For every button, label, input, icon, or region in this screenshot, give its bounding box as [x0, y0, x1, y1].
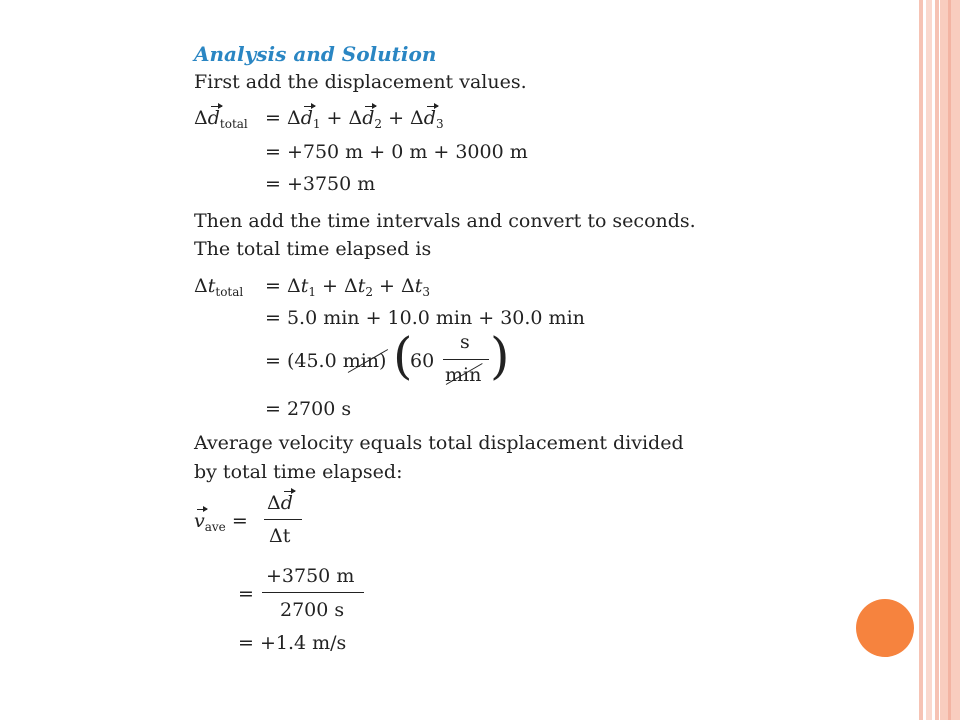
instruction-text: The total time elapsed is: [194, 238, 432, 260]
instruction-text: Average velocity equals total displacement divided: [194, 432, 684, 454]
time-conversion: = (45.0 min): [265, 350, 387, 372]
instruction-text: Then add the time intervals and convert to seconds.: [194, 210, 696, 232]
displacement-sum: = $\Delta d_1 + \Delta d_2 + \Delta d_3$: [265, 107, 444, 131]
section-heading: Analysis and Solution: [194, 42, 437, 66]
fraction-numerator: Δd: [267, 492, 293, 514]
time-result: = 2700 s: [265, 398, 352, 420]
open-paren: (: [393, 327, 413, 385]
fraction-bar: [443, 359, 489, 360]
decorative-stripe: [948, 0, 951, 720]
fraction-denominator: min: [445, 364, 482, 386]
conversion-factor: 60: [410, 350, 435, 372]
instruction-text: by total time elapsed:: [194, 461, 403, 483]
displacement-total-lhs: $\Delta d_{total}$: [194, 107, 248, 131]
time-total-lhs: $\Delta t_{total}$: [194, 275, 244, 299]
instruction-text: First add the displacement values.: [194, 71, 527, 93]
time-values: = 5.0 min + 10.0 min + 30.0 min: [265, 307, 585, 329]
velocity-lhs: $v_{ave}$ =: [194, 510, 248, 534]
fraction-numerator: s: [460, 331, 470, 353]
fraction-denominator: Δt: [269, 525, 291, 547]
velocity-value-fraction: [262, 567, 364, 623]
time-sum: = $\Delta t_1 + \Delta t_2 + \Delta t_3$: [265, 275, 430, 299]
decorative-stripe: [919, 0, 923, 720]
displacement-values: = +750 m + 0 m + 3000 m: [265, 141, 528, 163]
unit-fraction: [443, 333, 489, 385]
fraction-numerator: +3750 m: [266, 565, 355, 587]
fraction-bar: [262, 592, 364, 593]
decorative-stripe: [926, 0, 932, 720]
displacement-result: = +3750 m: [265, 173, 376, 195]
close-paren: ): [490, 327, 510, 385]
fraction-denominator: 2700 s: [280, 599, 345, 621]
decorative-stripe: [935, 0, 939, 720]
velocity-result: = +1.4 m/s: [238, 632, 347, 654]
fraction-bar: [264, 519, 302, 520]
equals-sign: =: [238, 583, 254, 605]
velocity-fraction: [264, 494, 302, 548]
